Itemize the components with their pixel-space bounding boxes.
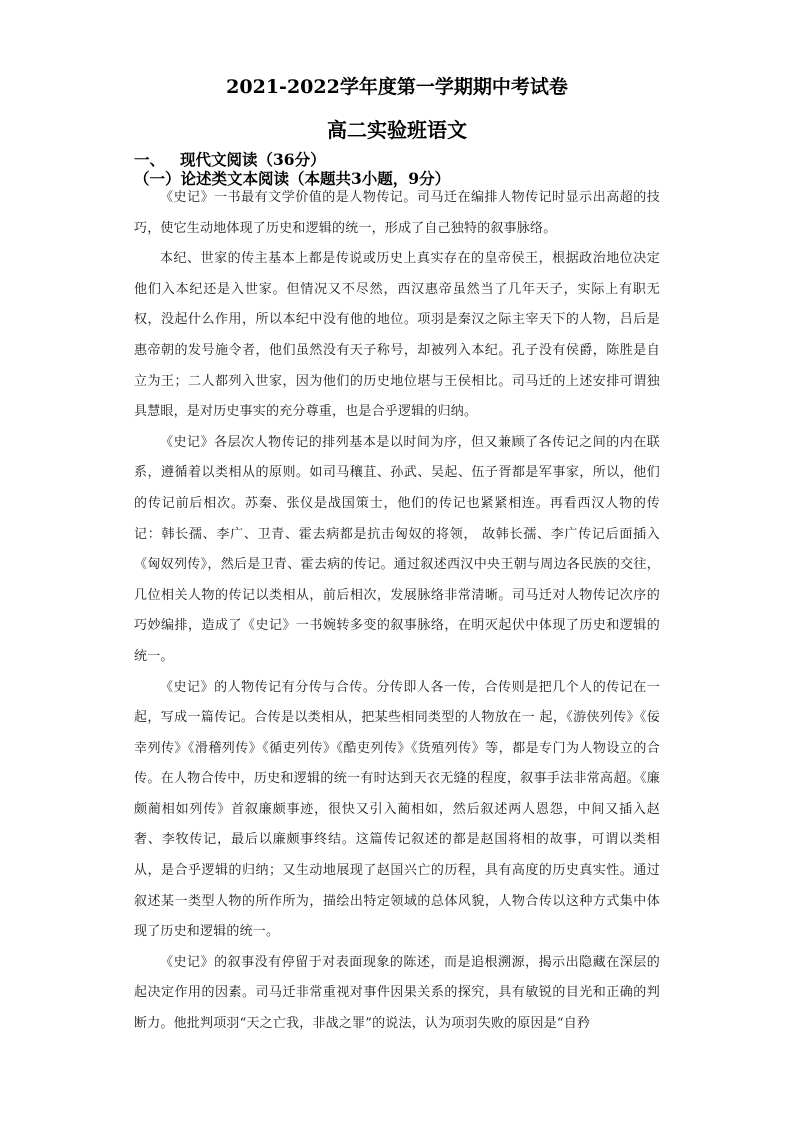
- paragraph: 《史记》一书最有文学价值的是人物传记。司马迁在编排人物传记时显示出高超的技巧，使它生动地体现了历史和逻辑的统一，形成了自己独特的叙事脉络。: [134, 190, 660, 236]
- paragraph: 《史记》各层次人物传记的排列基本是以时间为序，但又兼顾了各传记之间的内在联系，遵循着以类相从的原则。如司马穰苴、孙武、吴起、伍子胥都是军事家，所以，他们的传记前后相次。苏秦、张仪是战国策士，他们的传记也紧紧相连。再看西汉人物的传记：韩长孺、李广、卫青、霍去病都是抗击匈奴的将领， 故韩长孺、李广传记后面插入《匈奴列传》，然后是卫青、霍去病的传记。通过叙述西汉中央王朝与周边各民族的交往，几位相关人物的传记以类相从，前后相次，发展脉络非常清晰。司马迁对人物传记次序的巧妙编排，造成了《史记》一书婉转多变的叙事脉络，在明灭起伏中体现了历史和逻辑的统一。: [134, 434, 660, 664]
- exam-subtitle: 高二实验班语文: [327, 118, 467, 142]
- subsection-heading: （一）论述类文本阅读（本题共3小题，9分）: [134, 169, 451, 188]
- section-number: 一、: [134, 150, 166, 169]
- paragraph: 本纪、世家的传主基本上都是传说或历史上真实存在的皇帝侯王，根据政治地位决定他们入本纪还是入世家。但情况又不尽然，西汉惠帝虽然当了几年天子，实际上有职无权，没起什么作用，所以本纪中没有他的地位。项羽是秦汉之际主宰天下的人物，吕后是惠帝朝的发号施令者，他们虽然没有天子称号，却被列入本纪。孔子没有侯爵，陈胜是自立为王；二人都列入世家，因为他们的历史地位堪与王侯相比。司马迁的上述安排可谓独具慧眼，是对历史事实的充分尊重，也是合乎逻辑的归纳。: [134, 251, 660, 420]
- section-label: 现代文阅读（36分）: [180, 150, 326, 169]
- paragraph: 《史记》的叙事没有停留于对表面现象的陈述，而是追根溯源，揭示出隐藏在深层的起决定作用的因素。司马迁非常重视对事件因果关系的探究，具有敏锐的目光和正确的判断力。他批判项羽“天之亡我，非战之罪”的说法，认为项羽失败的原因是“自矜: [134, 954, 660, 1032]
- reading-passage: [134, 183, 660, 1063]
- exam-title: 2021-2022学年度第一学期期中考试卷: [226, 76, 568, 98]
- paragraph: 《史记》的人物传记有分传与合传。分传即人各一传，合传则是把几个人的传记在一起，写成一篇传记。合传是以类相从，把某些相同类型的人物放在一 起，《游侠列传》《佞幸列传》《滑稽列传》《循吏列传》《酷吏列传》《货殖列传》等，都是专门为人物设立的合传。在人物合传中，历史和逻辑的统一有时达到天衣无缝的程度，叙事手法非常高超。《廉颇蔺相如列传》首叙廉颇事迹，很快又引入蔺相如，然后叙述两人恩怨，中间又插入赵奢、李牧传记，最后以廉颇事终结。这篇传记叙述的都是赵国将相的故事，可谓以类相从，是合乎逻辑的归纳；又生动地展现了赵国兴亡的历程，具有高度的历史真实性。通过叙述某一类型人物的所作所为，描绘出特定领域的总体风貌，人物合传以这种方式集中体现了历史和逻辑的统一。: [134, 679, 660, 940]
